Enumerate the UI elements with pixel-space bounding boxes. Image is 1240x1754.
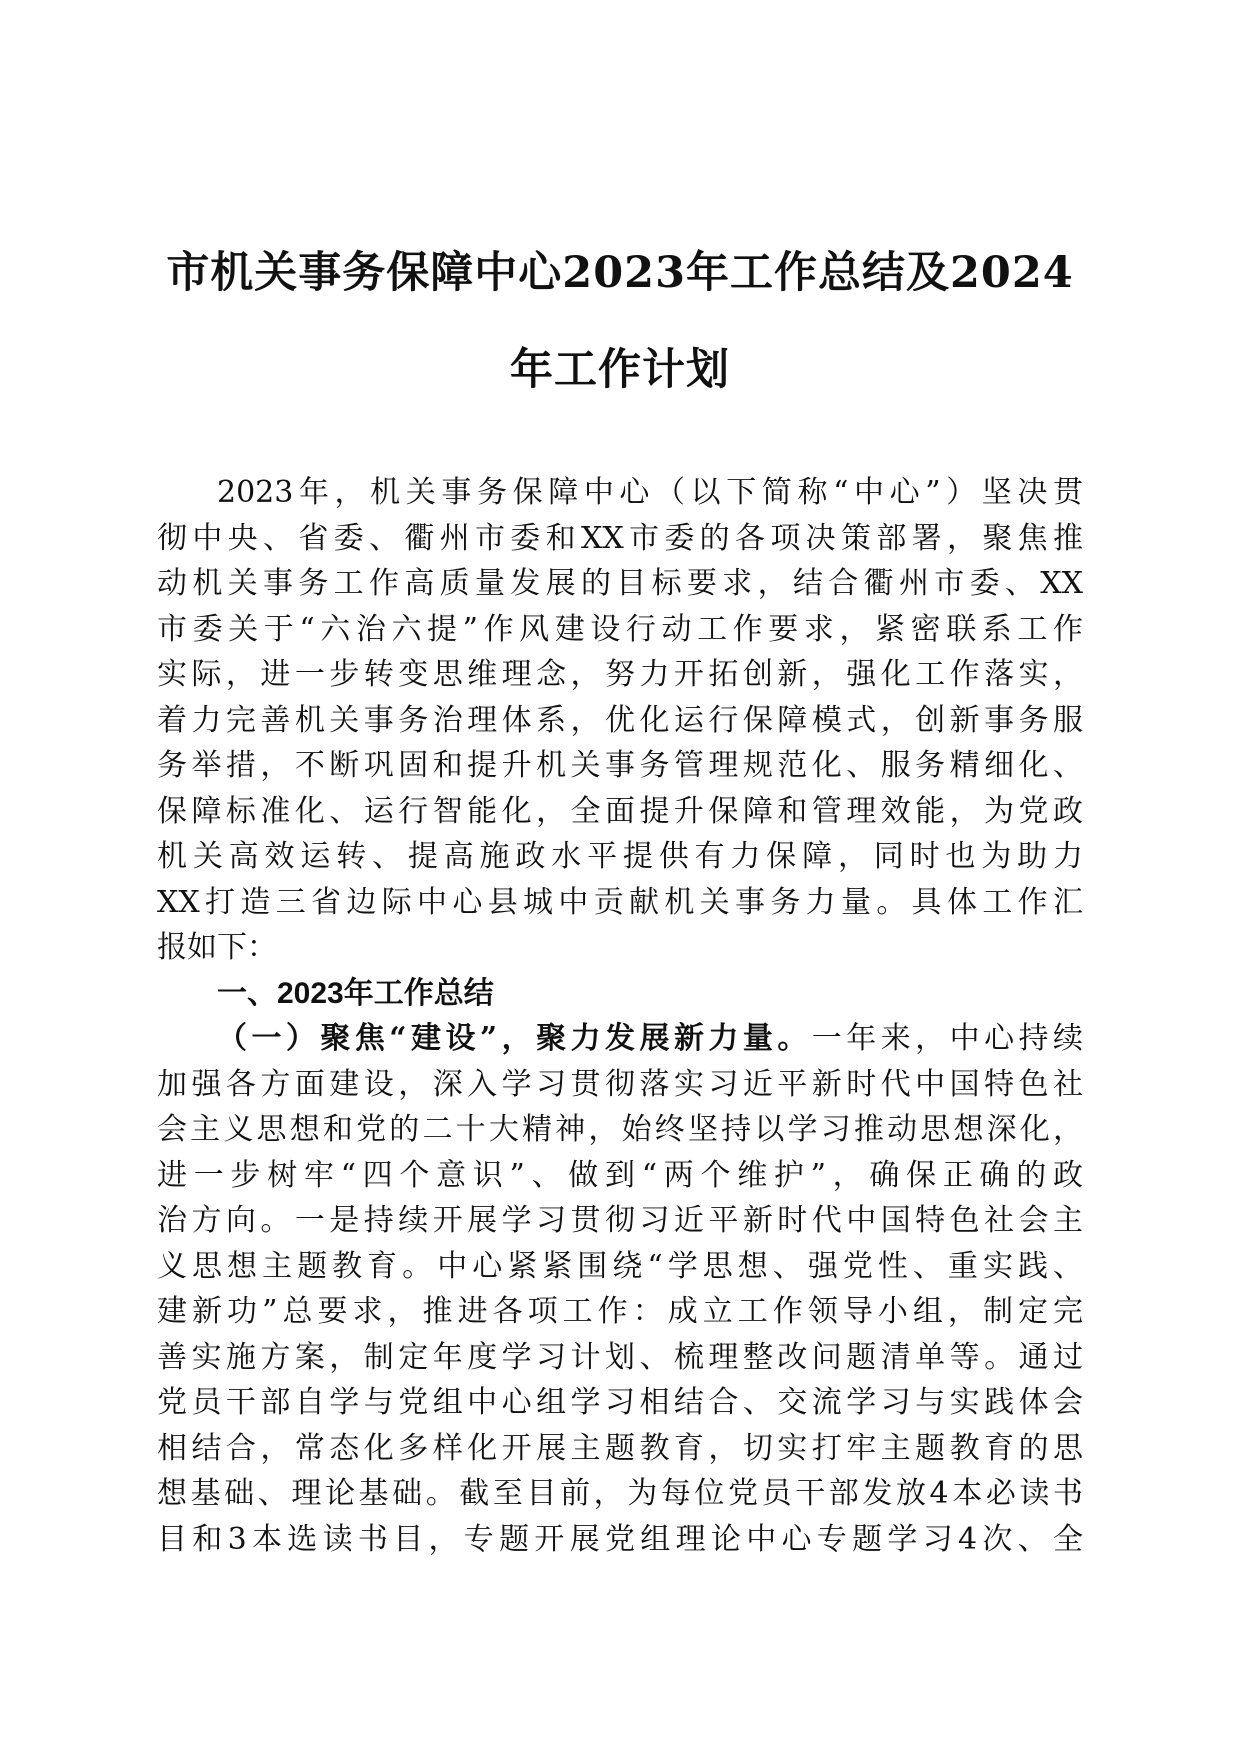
intro-line: 动机关事务工作高质量发展的目标要求，结合衢州市委、XX [157,566,1083,601]
body-line: 建新功”总要求，推进各项工作：成立工作领导小组，制定完 [157,1294,1083,1329]
body-line: 义思想主题教育。中心紧紧围绕“学思想、强党性、重实践、 [157,1248,1083,1284]
intro-line: 机关高效运转、提高施政水平提供有力保障，同时也为助力 [157,839,1083,874]
body-line: 会主义思想和党的二十大精神，始终坚持以学习推动思想深化， [157,1112,1083,1147]
body-line: 党员干部自学与党组中心组学习相结合、交流学习与实践体会 [157,1385,1083,1420]
body-line: 想基础、理论基础。截至目前，为每位党员干部发放4本必读书 [157,1476,1083,1511]
intro-line: 2023年，机关事务保障中心（以下简称“中心”）坚决贯 [217,475,1083,510]
intro-line: XX打造三省边际中心县城中贡献机关事务力量。具体工作汇 [157,884,1083,920]
intro-line: 市委关于“六治六提”作风建设行动工作要求，紧密联系工作 [157,611,1083,647]
intro-line: 着力完善机关事务治理体系，优化运行保障模式，创新事务服 [157,702,1083,738]
title-line-1: 市机关事务保障中心2023年工作总结及2024 [166,248,1074,298]
title-line-2: 年工作计划 [510,345,730,395]
intro-line: 保障标准化、运行智能化，全面提升保障和管理效能，为党政 [157,793,1083,829]
body-line: 加强各方面建设，深入学习贯彻落实习近平新时代中国特色社 [157,1066,1083,1102]
document-body [157,470,1083,1562]
intro-line: 报如下： [157,930,277,965]
body-line: 目和3本选读书目，专题开展党组理论中心专题学习4次、全 [157,1521,1083,1557]
body-line: 善实施方案，制定年度学习计划、梳理整改问题清单等。通过 [157,1339,1083,1375]
intro-line: 务举措，不断巩固和提升机关事务管理规范化、服务精细化、 [157,748,1083,783]
subsection-first-line [157,1016,1083,1062]
subsection-first-line-text: 一年来，中心持续 [811,1021,1083,1056]
body-line: 进一步树牢“四个意识”、做到“两个维护”，确保正确的政 [157,1157,1083,1193]
document-title [150,225,1090,419]
body-line: 相结合，常态化多样化开展主题教育，切实打牢主题教育的思 [157,1430,1083,1466]
body-line: 治方向。一是持续开展学习贯彻习近平新时代中国特色社会主 [157,1203,1083,1238]
intro-line: 实际，进一步转变思维理念，努力开拓创新，强化工作落实， [157,657,1083,692]
subsection-heading: （一）聚焦“建设”，聚力发展新力量。 [217,1021,812,1056]
intro-line: 彻中央、省委、衢州市委和XX市委的各项决策部署，聚焦推 [157,520,1083,556]
section-heading: 一、2023年工作总结 [217,976,494,1010]
